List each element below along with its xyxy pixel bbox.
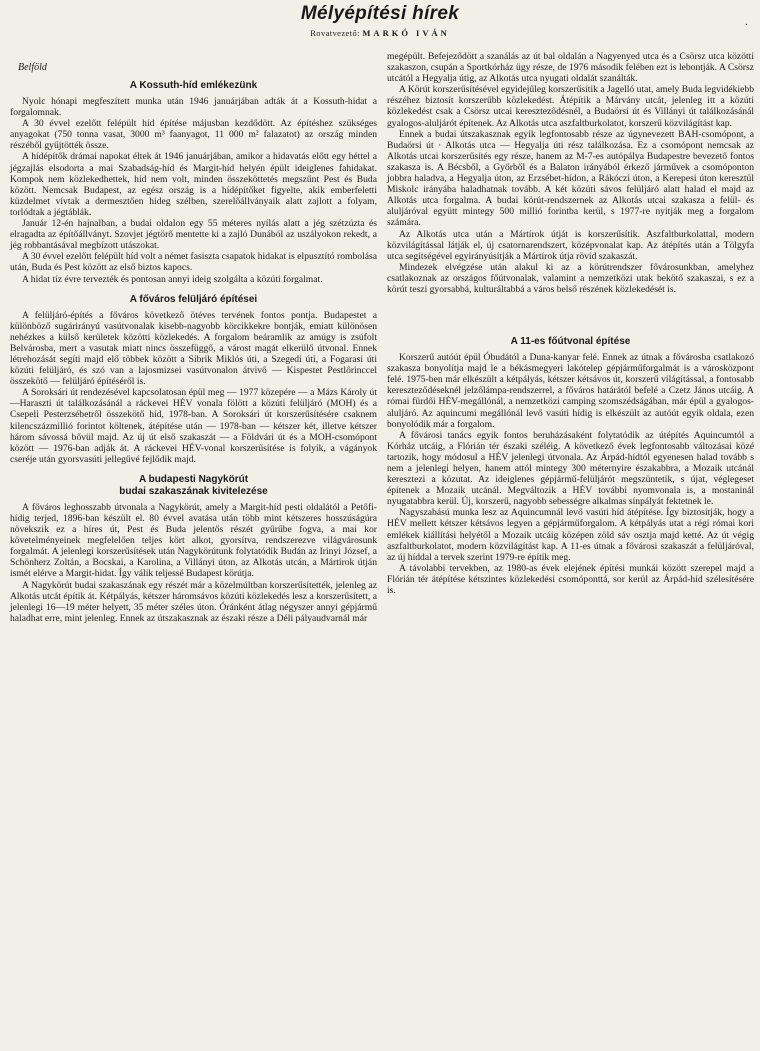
headline-line: budai szakaszának kivitelezése bbox=[119, 485, 268, 497]
article-columns bbox=[6, 51, 754, 633]
paragraph: Korszerű autóút épül Óbudától a Duna-kanyar felé. Ennek az útnak a fővárosba csatlakozó szakasza bonyolítja majd le a békásmegyeri lakótelep gépjárműforgalmát is a városközpont felé. 1975-ben már elkészült a kétpályás, kétszer kétsávos út, korszerű világítással, a fontosabb kereszteződéseknél jelzőlámpa-rendszerrel, a főváros határától befelé a Czetz János utcáig. A római fürdői HÉV-megállónál, a nemzetközi camping szomszédságában, már épül a gyalogos-aluljáró. Az aquincumi megállónál levő vasúti hídig is elkészült az autóút egyik oldala, ezen bonyolódik már a forgalom. bbox=[387, 352, 754, 430]
article-headline bbox=[10, 474, 377, 498]
paragraph: A 30 évvel ezelőtt felépült híd építése májusban kezdődött. Az építéshez szükséges anyagokat (750 tonna vasat, 3000 m³ faanyagot, 11 000 m² falazatot) az ország minden részéből gyűjtötték össze. bbox=[10, 118, 377, 152]
article-overpasses bbox=[10, 294, 377, 465]
paragraph: Nagyszabású munka lesz az Aquincumnál levő vasúti híd átépítése. Így biztosítják, hogy a HÉV mellett kétszer kétsávos legyen a gépjárműforgalom. A kétpályás utat a régi római kori emlékek kiállítási helyétől a Mozaik utcáig középen zöld sáv osztja majd ketté. Az út végig aszfaltburkolatot, modern közvilágítást kap. A 11-es útnak a fővárosi szakaszát a felüljáróval, az új híddal a tervek szerint 1979-re építik meg. bbox=[387, 507, 754, 563]
corner-mark: · bbox=[744, 20, 748, 31]
paragraph: A Nagykörút budai szakaszának egy részét már a közelmúltban korszerűsítették, jelenleg az Alkotás utcát építik át. Kétpályás, kétszer háromsávos közúti közlekedés lesz a korszerűsített, a jelenlegi 16—19 méter helyett, 35 méter széles úton. Óránként átlag négyszer annyi gépjármű haladhat erre, mint jelenleg. Ennek az útszakasznak az északi része a Déli pályaudvarnál már bbox=[10, 579, 377, 624]
paragraph: Mindezek elvégzése után alakul ki az a körútrendszer fővárosunkban, amelyhez csatlakoznak az országos főútvonalak, valamint a nemzetközi utak bekötő szakaszai, s ez a körút teszi gyorsabbá, kulturáltabbá a város belső részének közlekedését is. bbox=[387, 261, 754, 295]
paragraph: Az Alkotás utca után a Mártírok útját is korszerűsítik. Aszfaltburkolattal, modern közvilágítással látják el, új csatornarendszert, középvonalat kap. Az átépítés után a Tölgyfa utca segítségével egyirányúsítják a Mártírok útja rövid szakaszát. bbox=[387, 228, 754, 262]
section-kicker: Belföld bbox=[18, 62, 47, 73]
paragraph: Nyolc hónapi megfeszített munka után 1946 januárjában adták át a Kossuth-hidat a forgalomnak. bbox=[10, 96, 377, 119]
paragraph: megépült. Befejeződött a szanálás az út bal oldalán a Nagyenyed utca és a Csörsz utca közötti szakaszon, csupán a Sportkórház ügy része, de 1976 második felében ezt is lebontják. A Csörsz utcától a Hegyalja útig, az Alkotás utca nyugati oldalát szanálták. bbox=[387, 51, 754, 85]
article-grand-boulevard-continued bbox=[387, 51, 754, 295]
paragraph: A felüljáró-építés a főváros következő ötéves tervének fontos pontja. Budapestet a különböző sugárirányú vasútvonalak kisebb-nagyobb körcikkekre bontják, emiatt különösen nehézkes a külső kerületek közötti közlekedés. A forgalom beáramlik az amúgy is zsúfolt Belvárosba, mert a vasutak miatt nincs összefüggő, a várost magát elkerülő útvonal. Ennek létrehozását segíti majd elő többek között a Sibrik Miklós úti, a Szegedi úti, a Fogarasi úti közúti felüljáró, és szó van a lajosmizsei vasútvonalon átvivő — Kispestet Pestlőrinccel összekötő — felüljáró építéséről is. bbox=[10, 309, 377, 388]
article-kossuth-bridge bbox=[10, 80, 377, 285]
article-headline: A Kossuth-híd emlékezünk bbox=[129, 80, 258, 91]
right-column bbox=[387, 51, 754, 605]
paragraph: A Körút korszerűsítésével egyidejűleg korszerűsítik a Jagelló utat, amely Buda legvidékiebb részéhez biztosít korszerűbb közlekedést. Átépítik a Márvány utcát, jelenleg itt a közúti közlekedést csak a Csörsz utcai kereszteződésnél, a Budaörsi út és Villányi út találkozásánál gyalogos-aluljárót építenek. Az Alkotás utca aszfaltburkolatot, korszerű közvilágítást kap. bbox=[387, 84, 754, 129]
paragraph: A főváros leghosszabb útvonala a Nagykörút, amely a Margit-híd pesti oldalától a Petőfi-hídig terjed, 1896-ban készült el. 80 évvel avatása után több mint kétszeres hosszúságúra növekszik ez a híres út, Pest és Buda jelentős részét gyűrűbe fogva, a mai kor követelményeinek megfelelően teljes kört alkot, gyorsítva, rendszerezve világvárosunk forgalmát. A jelenlegi korszerűsítések után Nagykörútunk folytatódik Budán az Irinyi József, a Schönherz Zoltán, a Bocskai, a Karolina, a Villányi úton, az Alkotás utcán, a Mártírok útján ismét elérve a Margit-hidat. Így válik teljessé Budapest körútja. bbox=[10, 501, 377, 580]
editor-name: MARKÓ IVÁN bbox=[362, 28, 450, 38]
paragraph: Január 12-én hajnalban, a budai oldalon egy 55 méteres nyílás alatt a jég szétzúzta és elragadta az építőállványt. Szovjet jégtörő mentette ki a zajló Dunából az uszályokon rekedt, a jég robbantásával megbízott utászokat. bbox=[10, 218, 377, 252]
editor-label: Rovatvezető: bbox=[310, 28, 360, 38]
article-headline: A 11-es főútvonal építése bbox=[510, 336, 631, 348]
paragraph: Ennek a budai útszakasznak egyik legfontosabb része az úgynevezett BAH-csomópont, a Budaörsi út · Alkotás utca — Hegyalja úti rész találkozása. Ez a csomópont nemcsak az Alkotás utcai korszerűsítés egy része, hanem az M-7-es autópálya Budapestre bevezető fontos szakasza is. A Bécsből, a Győrből és a Balaton irányából érkező járművek a csomóponton jobbra haladva, a Hegyalja úton, az Erzsébet-hídon, a Rákóczi úton, a Kerepesi úton keresztül Miskolc irányába haladhatnak tovább. A két közúti sávos felüljáró alatt halad el majd az Alkotás utca forgalma. A budai körút-rendszernek az Alkotás utcai szakasza a felül- és aluljáróval együtt mintegy 500 millió forintba kerül, s 1977-re nyitják meg a forgalom számára. bbox=[387, 128, 754, 229]
paragraph: A fővárosi tanács egyik fontos beruházásaként folytatódik az útépítés Aquincumtól a Kórház utcáig, a Flórián tér északi széléig. A következő évek legfontosabb változásai közé tartozik, hogy módosul a HÉV jelenlegi útvonala. Az Árpád-hídtól egyenesen halad tovább s nem a jelenlegi helyen, hanem attól mintegy 300 méternyire északabbra, a Mozaik utcánál keresztezi a közutat. Az ideiglenes gépjármű-felüljárót megszüntetik, s újat, véglegeset építenek a Mozaik utcánál. Megváltozik a HÉV további nyomvonala is, a mostaninál nyugatabbra kerül. Új, korszerű, nagyobb sebességre alkalmas sínpályát fektetnek le. bbox=[387, 429, 754, 508]
article-headline: A főváros felüljáró építései bbox=[129, 293, 258, 305]
paragraph: A távolabbi tervekben, az 1980-as évek elejének építési munkái között szerepel majd a Flórián tér átépítése kétszintes közlekedési csomóponttá, sor kerül az Árpád-híd szélesítésére is. bbox=[387, 562, 754, 597]
paragraph: A hidat tíz évre tervezték és pontosan annyi ideig szolgálta a közúti forgalmat. bbox=[22, 273, 323, 285]
paragraph: A 30 évvel ezelőtt felépült híd volt a német fasiszta csapatok hidakat is elpusztító rombolása után, Buda és Pest között az első biztos kapocs. bbox=[10, 251, 377, 274]
paragraph: A Soroksári út rendezésével kapcsolatosan épül meg — 1977 közepére — a Mázs Károly út—Haraszti út találkozásánál a ráckevei HÉV vonala fölött a közúti felüljáró (MOH) és a Csepeli Pesterzsébetről összekötő híd, 1978-ban. A Soroksári út korszerűsítésére csaknem kilencszázmillió forintot költenek, átépítése után — 1978-ban — kétszer két, illetve kétszer három sávossá bővül majd. Az új út első szakaszát — a Földvári út és a MOH-csomópont között — 1976-ban adják át. A ráckevei HÉV-vonal korszerűsítése is folyik, a vágányok cseréje után gyorsvasúti jellegűvé fejlődik majd. bbox=[10, 387, 377, 465]
left-column bbox=[6, 62, 377, 633]
headline-line: A budapesti Nagykörút bbox=[138, 473, 249, 485]
column-gap bbox=[387, 304, 754, 330]
page-title: Mélyépítési hírek bbox=[300, 3, 460, 24]
editor-credit bbox=[6, 28, 754, 38]
article-route-11 bbox=[387, 336, 754, 596]
paragraph: A hídépítők drámai napokat éltek át 1946 januárjában, amikor a hidavatás előtt egy héttel a jégzajlás elsodorta a mai Szabadság-híd és Margit-híd helyén épült ideiglenes fahidakat. Kompok nem közlekedhettek, híd nem volt, minden összeköttetés megszűnt Pest és Buda között. Nemcsak Budapest, az egész ország is a hídépítőket figyelte, akik emberfeletti küzdelmet vívtak a dermesztően hideg szélben, szerelőállványaik alatt zajlott a folyam, torlódtak a jégtáblák. bbox=[10, 151, 377, 218]
article-grand-boulevard bbox=[10, 474, 377, 624]
